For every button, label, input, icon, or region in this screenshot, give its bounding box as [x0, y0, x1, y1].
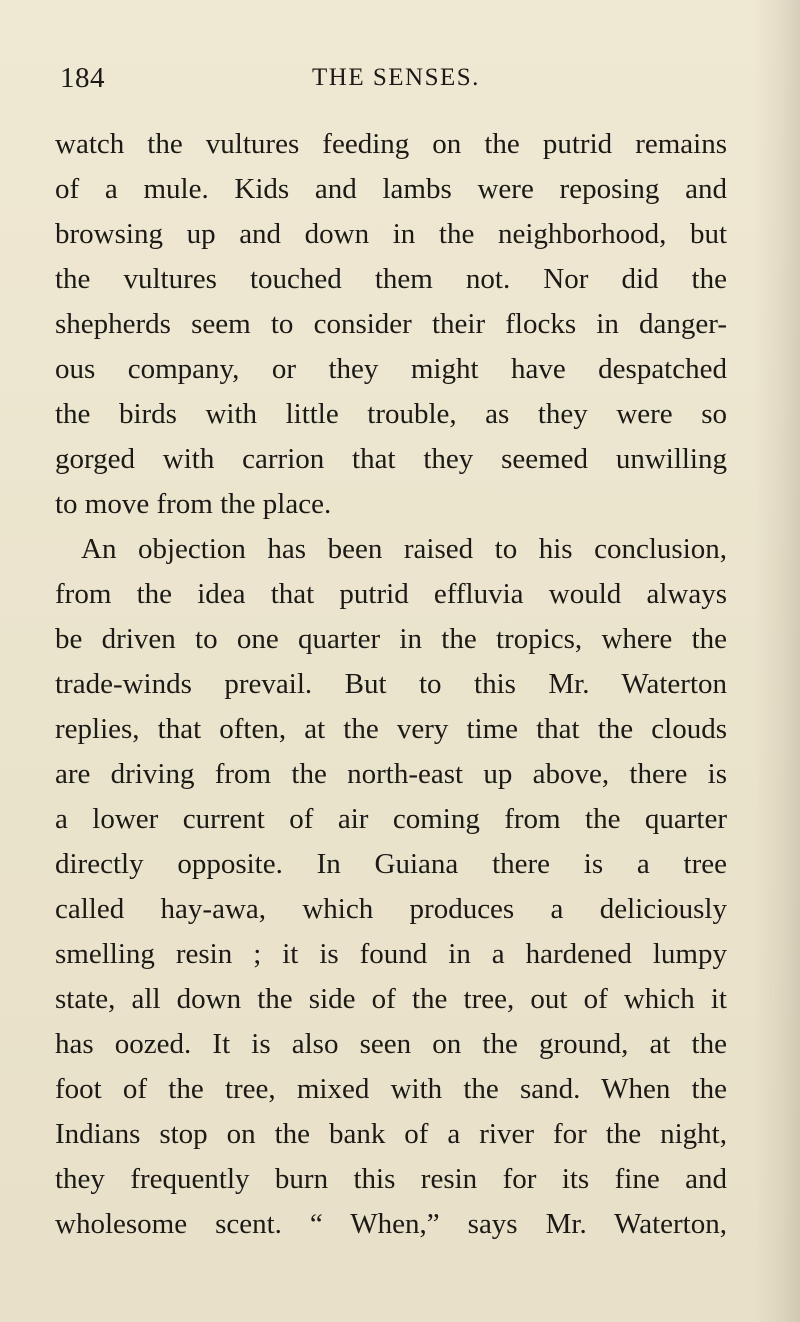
- text-line: gorged with carrion that they seemed unwilling: [55, 443, 727, 475]
- text-line: a lower current of air coming from the quarter: [55, 803, 727, 835]
- text-line: replies, that often, at the very time that the clouds: [55, 713, 727, 745]
- text-line: of a mule. Kids and lambs were reposing and: [55, 173, 727, 205]
- text-line: browsing up and down in the neighborhood, but: [55, 218, 727, 250]
- text-line: the birds with little trouble, as they were so: [55, 398, 727, 430]
- text-line: shepherds seem to consider their flocks in danger-: [55, 308, 727, 340]
- page-number: 184: [60, 62, 105, 94]
- running-head: [60, 60, 720, 100]
- text-line: called hay-awa, which produces a deliciously: [55, 893, 727, 925]
- paragraph-start-line: An objection has been raised to his conclusion,: [81, 533, 727, 565]
- text-line: they frequently burn this resin for its fine and: [55, 1163, 727, 1195]
- text-line: the vultures touched them not. Nor did the: [55, 263, 727, 295]
- text-line: state, all down the side of the tree, out of which it: [55, 983, 727, 1015]
- text-line: ous company, or they might have despatched: [55, 353, 727, 385]
- text-line: trade-winds prevail. But to this Mr. Waterton: [55, 668, 727, 700]
- text-line: Indians stop on the bank of a river for the night,: [55, 1118, 727, 1150]
- text-line: wholesome scent. “ When,” says Mr. Waterton,: [55, 1208, 727, 1240]
- text-line: has oozed. It is also seen on the ground, at the: [55, 1028, 727, 1060]
- text-line: directly opposite. In Guiana there is a tree: [55, 848, 727, 880]
- page-edge-shadow: [754, 0, 800, 1322]
- text-line: be driven to one quarter in the tropics, where the: [55, 623, 727, 655]
- text-line: foot of the tree, mixed with the sand. When the: [55, 1073, 727, 1105]
- text-line: smelling resin ; it is found in a hardened lumpy: [55, 938, 727, 970]
- paragraph-end-line: to move from the place.: [55, 488, 332, 520]
- text-line: from the idea that putrid effluvia would always: [55, 578, 727, 610]
- body-text: [55, 122, 727, 1247]
- text-line: watch the vultures feeding on the putrid remains: [55, 128, 727, 160]
- running-title: THE SENSES.: [312, 64, 480, 91]
- text-line: are driving from the north-east up above, there is: [55, 758, 727, 790]
